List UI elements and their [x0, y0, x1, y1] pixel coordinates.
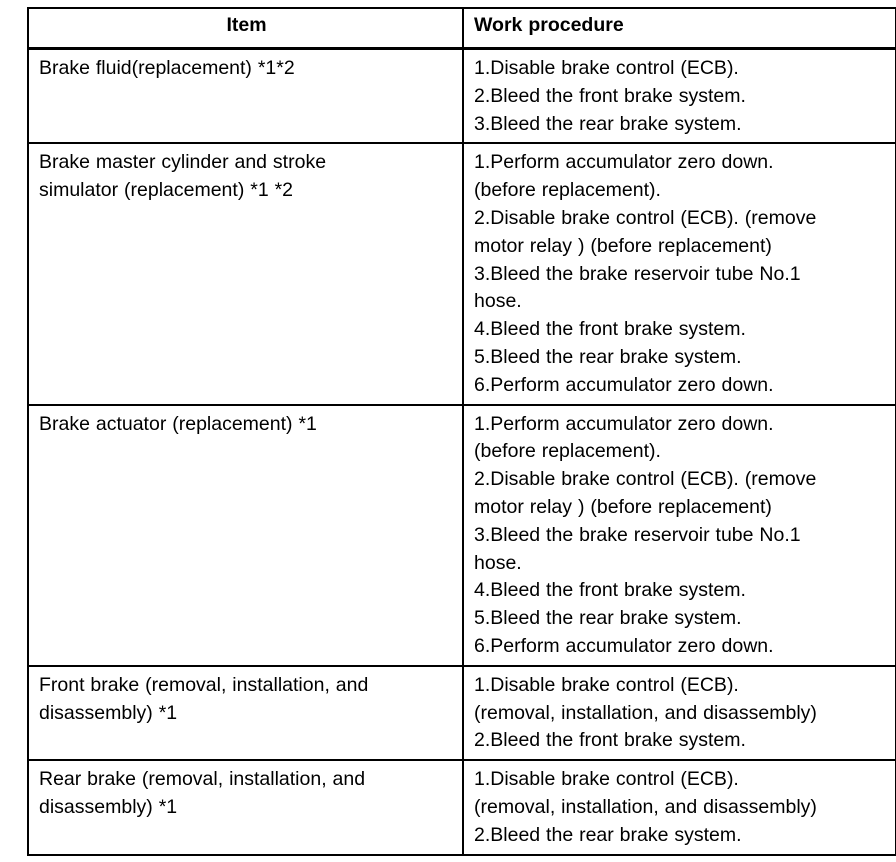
procedure-step-line: hose. [474, 551, 522, 574]
procedure-step-line: 1.Disable brake control (ECB). [474, 673, 739, 696]
item-text-line: simulator (replacement) *1 *2 [39, 179, 294, 202]
table-row [28, 49, 896, 144]
procedure-step-line: hose. [474, 290, 522, 313]
procedure-cell [463, 143, 896, 404]
procedure-step-line: 2.Disable brake control (ECB). (remove [474, 206, 817, 229]
item-text-line: disassembly) *1 [39, 701, 178, 724]
item-text-line: Rear brake (removal, installation, and [39, 768, 366, 791]
procedure-step-line: 3.Bleed the rear brake system. [474, 112, 742, 135]
procedure-step-line: 4.Bleed the front brake system. [474, 579, 746, 602]
procedure-step-line: 4.Bleed the front brake system. [474, 318, 746, 341]
procedure-step-line: 2.Bleed the front brake system. [474, 84, 746, 107]
item-text-line: Front brake (removal, installation, and [39, 673, 369, 696]
procedure-step-line: 5.Bleed the rear brake system. [474, 345, 742, 368]
table-row [28, 405, 896, 666]
procedure-step-line: 1.Disable brake control (ECB). [474, 768, 739, 791]
procedure-step-line: 3.Bleed the brake reservoir tube No.1 [474, 262, 801, 285]
procedure-step-line: 6.Perform accumulator zero down. [474, 634, 774, 657]
procedure-step-line: (removal, installation, and disassembly) [474, 701, 817, 724]
procedure-step-line: 1.Perform accumulator zero down. [474, 412, 774, 435]
table-row [28, 143, 896, 404]
procedure-step-line: 1.Disable brake control (ECB). [474, 57, 739, 79]
item-text-line: Brake actuator (replacement) *1 [39, 412, 317, 435]
procedure-cell [463, 405, 896, 666]
procedure-step-line: 1.Perform accumulator zero down. [474, 151, 774, 174]
header-item: Item [28, 8, 463, 49]
procedure-step-line: (before replacement). [474, 179, 661, 202]
item-cell [28, 143, 463, 404]
procedure-step-line: motor relay ) (before replacement) [474, 234, 772, 257]
procedure-step-line: 2.Bleed the front brake system. [474, 729, 746, 752]
table-body [28, 49, 896, 855]
header-work-procedure: Work procedure [463, 8, 896, 49]
procedure-step-line: (before replacement). [474, 440, 661, 463]
procedure-step-line: (removal, installation, and disassembly) [474, 795, 817, 818]
procedure-step-line: 6.Perform accumulator zero down. [474, 373, 774, 396]
item-text-line: Brake fluid(replacement) *1*2 [39, 57, 295, 79]
procedure-cell [463, 49, 896, 144]
procedure-step-line: 3.Bleed the brake reservoir tube No.1 [474, 523, 801, 546]
procedure-cell [463, 666, 896, 760]
item-text-line: disassembly) *1 [39, 795, 178, 818]
procedure-cell [463, 760, 896, 854]
header-row [28, 8, 896, 49]
item-cell [28, 666, 463, 760]
procedure-step-line: 5.Bleed the rear brake system. [474, 607, 742, 630]
procedure-step-line: 2.Disable brake control (ECB). (remove [474, 468, 817, 491]
work-procedure-table [27, 7, 896, 856]
item-cell [28, 49, 463, 144]
item-cell [28, 760, 463, 854]
table-row [28, 666, 896, 760]
table-row [28, 760, 896, 854]
item-cell [28, 405, 463, 666]
procedure-step-line: 2.Bleed the rear brake system. [474, 823, 742, 846]
item-text-line: Brake master cylinder and stroke [39, 151, 327, 174]
procedure-step-line: motor relay ) (before replacement) [474, 495, 772, 518]
